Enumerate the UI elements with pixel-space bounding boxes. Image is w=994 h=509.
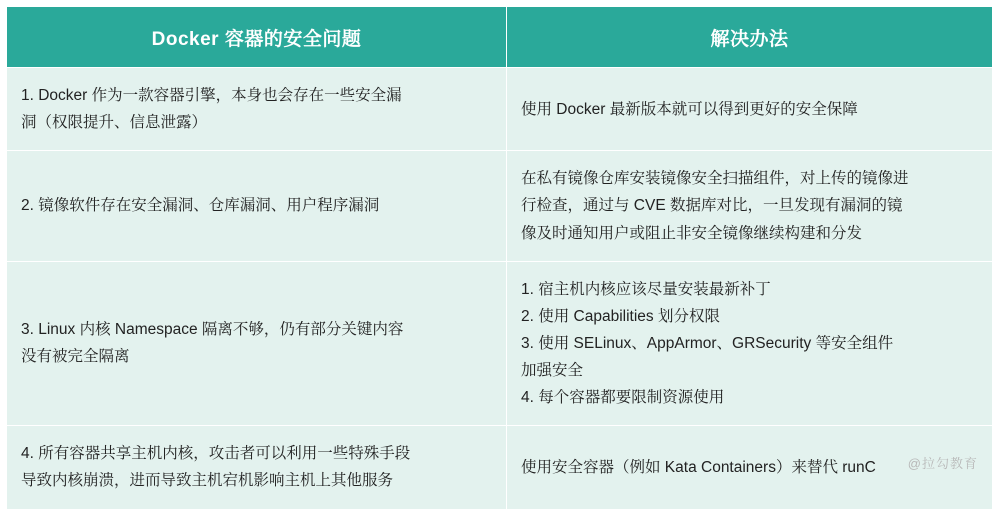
table-body	[7, 68, 993, 509]
cell-line: 使用安全容器（例如 Kata Containers）来替代 runC	[521, 458, 876, 476]
cell-line: 2. 使用 Capabilities 划分权限	[521, 307, 720, 325]
table-row	[7, 426, 993, 509]
cell-line: 没有被完全隔离	[21, 348, 130, 366]
table-row	[7, 151, 993, 261]
table-row	[7, 68, 993, 151]
cell-line: 导致内核崩溃，进而导致主机宕机影响主机上其他服务	[21, 472, 394, 490]
cell-solution	[507, 151, 993, 261]
cell-line: 使用 Docker 最新版本就可以得到更好的安全保障	[521, 100, 858, 118]
cell-problem	[7, 151, 507, 261]
cell-line: 3. 使用 SELinux、AppArmor、GRSecurity 等安全组件	[521, 334, 894, 352]
cell-line: 洞（权限提升、信息泄露）	[21, 114, 208, 132]
cell-line: 在私有镜像仓库安装镜像安全扫描组件，对上传的镜像进	[521, 170, 909, 188]
cell-line: 行检查，通过与 CVE 数据库对比，一旦发现有漏洞的镜	[521, 197, 903, 215]
cell-problem	[7, 68, 507, 151]
watermark: @拉勾教育	[907, 456, 978, 471]
cell-line: 加强安全	[521, 362, 584, 379]
cell-line: 1. Docker 作为一款容器引擎，本身也会存在一些安全漏	[21, 87, 402, 104]
column-header-solution: 解决办法	[507, 7, 993, 68]
cell-problem	[7, 426, 507, 509]
column-header-problem: Docker 容器的安全问题	[7, 7, 507, 68]
cell-line: 4. 所有容器共享主机内核，攻击者可以利用一些特殊手段	[21, 445, 411, 463]
cell-line: 2. 镜像软件存在安全漏洞、仓库漏洞、用户程序漏洞	[21, 197, 380, 215]
cell-solution	[507, 261, 993, 426]
table-header-row	[7, 7, 993, 68]
cell-line: 像及时通知用户或阻止非安全镜像继续构建和分发	[521, 224, 863, 242]
table-row	[7, 261, 993, 426]
docker-security-table	[6, 6, 992, 509]
cell-line: 3. Linux 内核 Namespace 隔离不够，仍有部分关键内容	[21, 321, 404, 339]
cell-line: 4. 每个容器都要限制资源使用	[521, 389, 725, 407]
table-header	[7, 7, 993, 68]
cell-problem	[7, 261, 507, 426]
cell-line: 1. 宿主机内核应该尽量安装最新补丁	[521, 280, 771, 298]
cell-solution	[507, 68, 993, 151]
